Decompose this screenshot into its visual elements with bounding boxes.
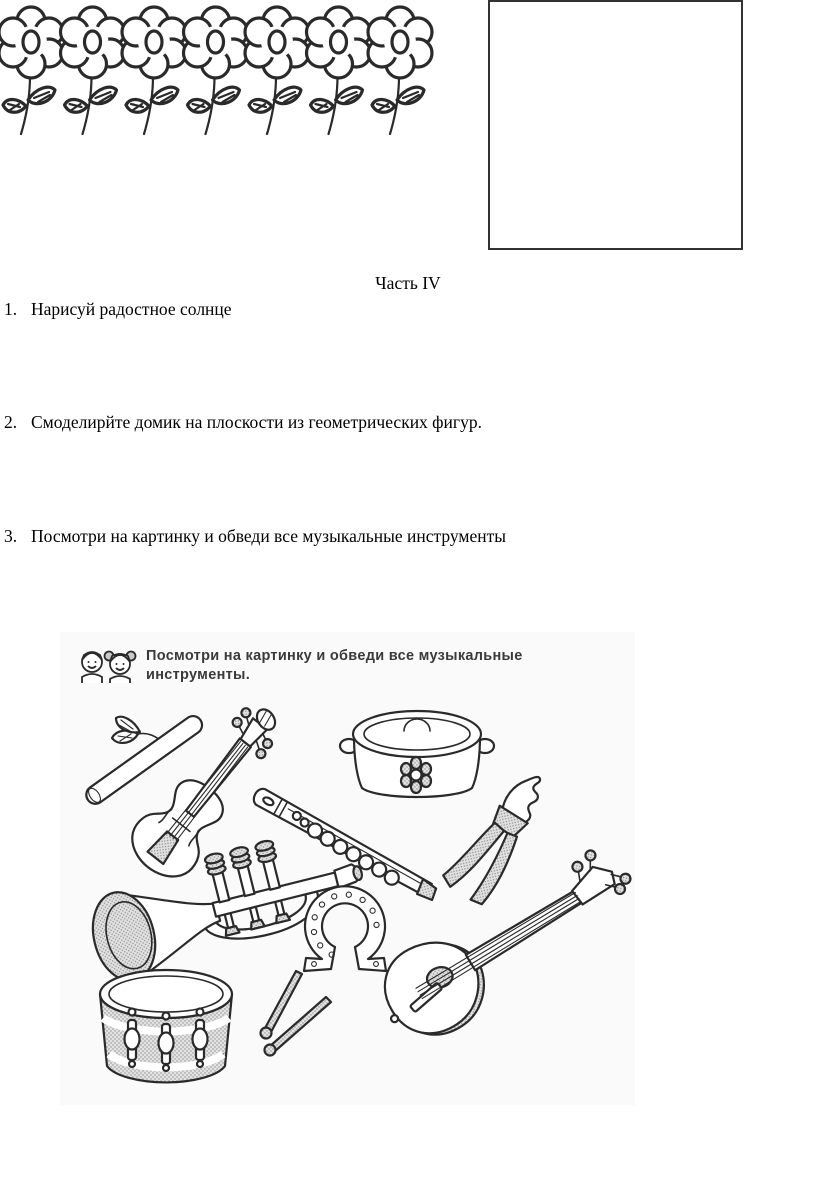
pot-flower-decoration xyxy=(401,757,431,793)
task-item xyxy=(0,412,740,433)
task-number: 2. xyxy=(4,412,18,432)
task-text: Нарисуй радостное солнце xyxy=(31,299,232,319)
children-icon xyxy=(76,643,142,687)
task-text: Посмотри на картинку и обведи все музыкальные инструменты xyxy=(31,526,506,546)
flowers-row xyxy=(0,0,436,140)
worksheet-image xyxy=(60,632,635,1105)
saucepan-drawing xyxy=(340,711,494,797)
horseshoe-drawing xyxy=(304,886,386,971)
task-number: 3. xyxy=(4,526,18,546)
section-title: Часть IV xyxy=(375,273,441,293)
instruments-illustration xyxy=(60,692,635,1105)
drum-drawing xyxy=(100,970,232,1082)
task-item xyxy=(0,299,740,320)
image-caption: Посмотри на картинку и обведи все музыкальные инструменты. xyxy=(146,648,523,683)
task-item xyxy=(0,526,740,547)
task-number: 1. xyxy=(4,299,18,319)
task-text: Смоделирйте домик на плоскости из геометрических фигур. xyxy=(31,412,482,432)
drumsticks-drawing xyxy=(261,971,332,1056)
empty-drawing-box xyxy=(488,0,743,250)
